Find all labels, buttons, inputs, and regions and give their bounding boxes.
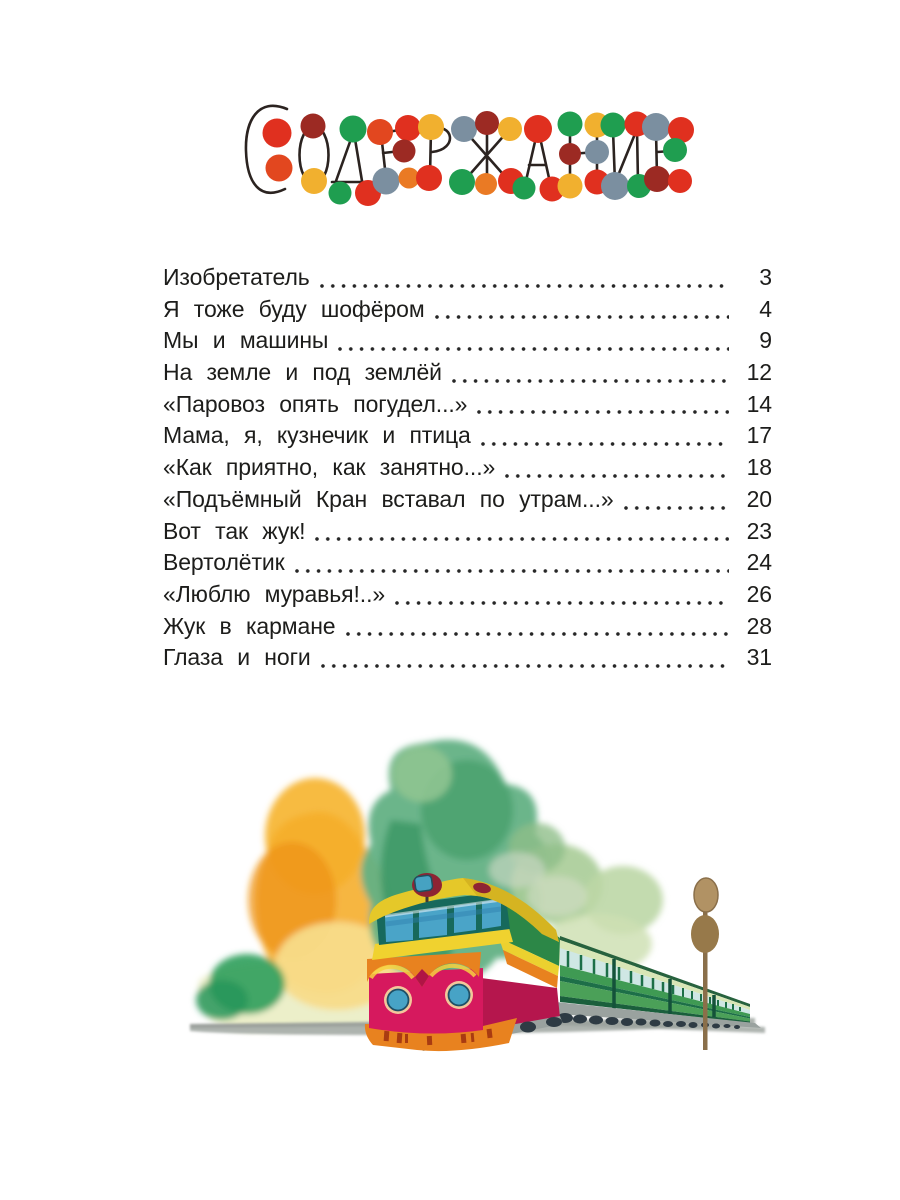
toc-entry-title: «Люблю муравья!..» xyxy=(163,580,386,607)
toc-entry xyxy=(163,579,772,611)
dot-leader xyxy=(338,346,729,352)
dot-leader xyxy=(481,441,729,447)
toc-entry xyxy=(163,325,772,357)
dot-leader xyxy=(315,536,729,542)
toc-entry-title: «Подъёмный Кран вставал по утрам...» xyxy=(163,485,614,512)
toc-entry-title: Вертолётик xyxy=(163,549,285,576)
train-cars xyxy=(556,936,761,1029)
page-title xyxy=(228,93,693,215)
toc-entry xyxy=(163,547,772,579)
toc-entry-page: 9 xyxy=(759,327,772,354)
toc-entry-title: Изобретатель xyxy=(163,264,310,290)
toc-entry xyxy=(163,420,772,452)
toc-entry-page: 3 xyxy=(759,264,772,290)
toc-entry xyxy=(163,294,772,326)
dot-leader xyxy=(295,568,729,574)
toc-entry-title: Вот так жук! xyxy=(163,517,306,544)
dot-leader xyxy=(452,378,729,384)
toc-entry-title: Глаза и ноги xyxy=(163,644,311,671)
toc-entry-page: 4 xyxy=(759,295,772,322)
dot-leader xyxy=(395,600,729,606)
toc-entry xyxy=(163,516,772,548)
toc-entry-title: На земле и под землёй xyxy=(163,359,442,386)
toc-entry xyxy=(163,262,772,294)
toc-entry-title: «Паровоз опять погудел...» xyxy=(163,390,468,417)
dot-leader xyxy=(321,663,729,669)
dot-leader xyxy=(477,409,729,415)
toc-entry-page: 18 xyxy=(746,454,772,481)
dot-leader xyxy=(505,473,729,479)
dot-leader xyxy=(320,283,729,289)
train-illustration xyxy=(165,728,780,1073)
toc-entry xyxy=(163,452,772,484)
toc-entry-page: 26 xyxy=(746,580,772,607)
toc-entry-page: 24 xyxy=(746,549,772,576)
contents-title-art xyxy=(228,93,693,215)
toc-entry-title: Мы и машины xyxy=(163,327,329,354)
toc-entry-page: 31 xyxy=(746,644,772,671)
dot-leader xyxy=(346,631,730,637)
toc-entry xyxy=(163,389,772,421)
toc-entry-title: Жук в кармане xyxy=(163,612,336,639)
table-of-contents xyxy=(163,262,772,674)
dot-leader xyxy=(624,505,729,511)
toc-entry-page: 28 xyxy=(746,612,772,639)
toc-entry-page: 17 xyxy=(746,422,772,449)
toc-entry-title: Мама, я, кузнечик и птица xyxy=(163,422,471,449)
dot-leader xyxy=(435,314,729,320)
toc-entry xyxy=(163,642,772,674)
toc-entry-title: Я тоже буду шофёром xyxy=(163,295,425,322)
toc-entry-page: 20 xyxy=(746,485,772,512)
toc-entry-page: 12 xyxy=(746,359,772,386)
toc-entry xyxy=(163,484,772,516)
toc-entry-title: «Как приятно, как занятно...» xyxy=(163,454,496,481)
toc-entry-page: 23 xyxy=(746,517,772,544)
toc-entry-page: 14 xyxy=(746,390,772,417)
toc-entry xyxy=(163,611,772,643)
toc-entry xyxy=(163,357,772,389)
